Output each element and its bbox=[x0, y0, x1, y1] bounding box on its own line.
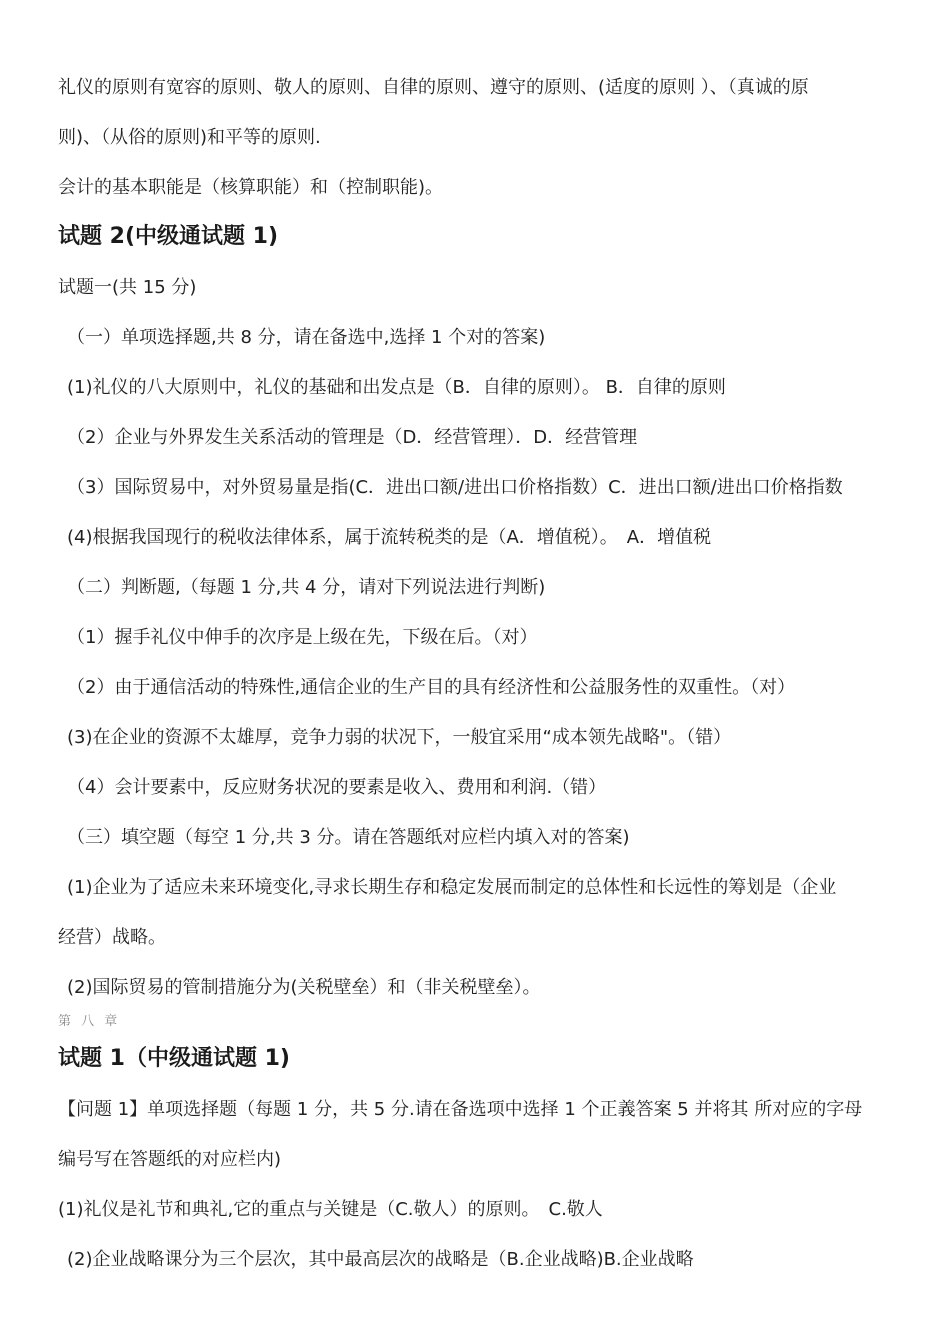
question-1-instructions-line-2: 编号写在答题纸的对应栏内) bbox=[58, 1149, 282, 1170]
single-choice-item-2: （2）企业与外界发生关系活动的管理是（D．经营管理）．D．经营管理 bbox=[67, 427, 638, 448]
chapter-label: 第 八 章 bbox=[58, 1014, 121, 1029]
question-1-instructions-line-1: 【问题 1】单项选择题（每题 1 分，共 5 分.请在备选项中选择 1 个正義答案 5 并将其 所对应的字母 bbox=[58, 1099, 863, 1120]
single-choice-header: （一）单项选择题,共 8 分，请在备选中,选择 1 个对的答案) bbox=[67, 327, 546, 348]
single-choice-item-1: (1)礼仪的八大原则中，礼仪的基础和出发点是（B．自律的原则）。 B．自律的原则 bbox=[67, 377, 726, 398]
paragraph-etiquette-principles-line-2: 则)、（从俗的原则)和平等的原则. bbox=[58, 127, 321, 148]
question-1-item-1: (1)礼仪是礼节和典礼,它的重点与关键是（C.敬人）的原则。 C.敬人 bbox=[58, 1199, 603, 1220]
true-false-item-1: （1）握手礼仪中伸手的次序是上级在先，下级在后。（对） bbox=[67, 627, 538, 648]
true-false-item-4: （4）会计要素中，反应财务状况的要素是收入、费用和利润.（错） bbox=[67, 777, 607, 798]
section-heading-question-2: 试题 2(中级通试题 1) bbox=[58, 224, 279, 249]
paragraph-etiquette-principles-line-1: 礼仪的原则有宽容的原则、敬人的原则、自律的原则、遵守的原则、(适度的原则 ）、（真诚的原 bbox=[58, 77, 809, 98]
single-choice-item-3: （3）国际贸易中，对外贸易量是指(C．进出口额/进出口价格指数）C．进出口额/进出口价格指数 bbox=[67, 477, 843, 498]
fill-blank-item-1-line-1: (1)企业为了适应未来环境变化,寻求长期生存和稳定发展而制定的总体性和长远性的筹划是（企业 bbox=[67, 877, 837, 898]
section-heading-question-1: 试题 1（中级通试题 1) bbox=[58, 1046, 290, 1071]
exam-part-one-label: 试题一(共 15 分) bbox=[58, 277, 197, 298]
true-false-item-2: （2）由于通信活动的特殊性,通信企业的生产目的具有经济性和公益服务性的双重性。（对） bbox=[67, 677, 796, 698]
paragraph-accounting-functions: 会计的基本职能是（核算职能）和（控制职能)。 bbox=[58, 177, 444, 198]
question-1-item-2: (2)企业战略课分为三个层次，其中最高层次的战略是（B.企业战略)B.企业战略 bbox=[67, 1249, 694, 1270]
fill-blank-item-2: (2)国际贸易的管制措施分为(关税壁垒）和（非关税壁垒）。 bbox=[67, 977, 541, 998]
single-choice-item-4: (4)根据我国现行的税收法律体系，属于流转税类的是（A．增值税）。 A．增值税 bbox=[67, 527, 712, 548]
true-false-header: （二）判断题,（每题 1 分,共 4 分，请对下列说法进行判断) bbox=[67, 577, 546, 598]
fill-blank-header: （三）填空题（每空 1 分,共 3 分。请在答题纸对应栏内填入对的答案) bbox=[67, 827, 630, 848]
fill-blank-item-1-line-2: 经营）战略。 bbox=[58, 927, 166, 948]
true-false-item-3: (3)在企业的资源不太雄厚，竞争力弱的状况下，一般宜采用“成本领先战略"。（错） bbox=[67, 727, 732, 748]
